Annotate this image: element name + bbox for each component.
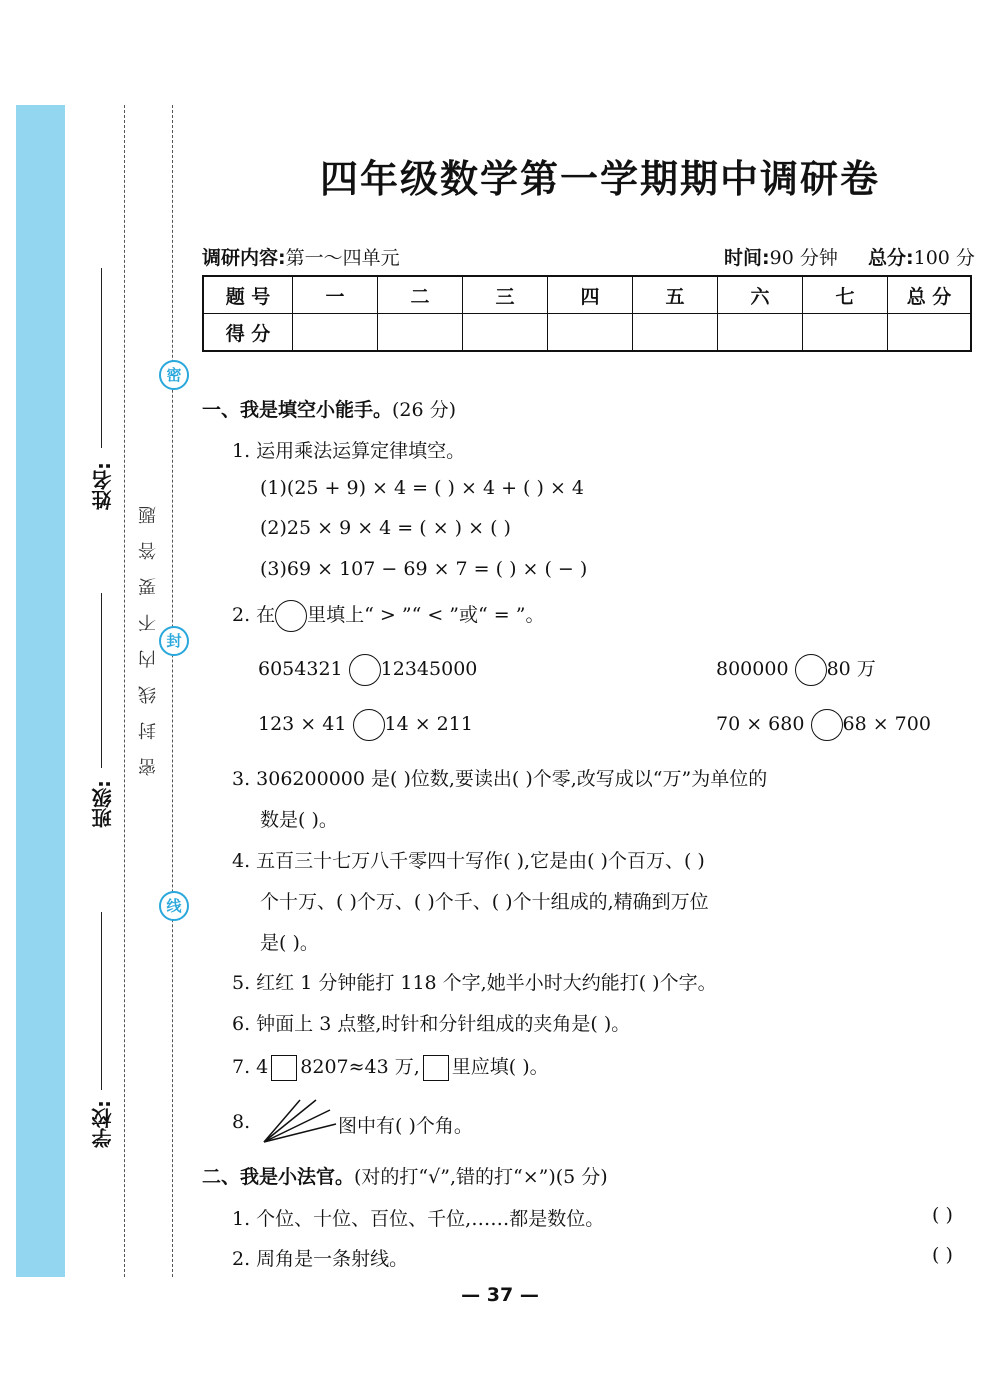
question-4-line1: 4. 五百三十七万八千零四十写作( ),它是由( )个百万、( ) — [232, 850, 705, 872]
score-cell[interactable] — [548, 314, 633, 352]
score-header-cell: 题 号 — [203, 276, 293, 314]
circle-tag-xian: 线 — [159, 891, 189, 921]
circle-tag-feng: 封 — [159, 626, 189, 656]
score-header-cell: 七 — [803, 276, 888, 314]
section2-heading — [202, 1162, 608, 1189]
question-3-line2: 数是( )。 — [260, 809, 338, 831]
compare-left: 70 × 680 — [716, 713, 805, 735]
question-6: 6. 钟面上 3 点整,时针和分针组成的夹角是( )。 — [232, 1013, 631, 1035]
total-score-info — [868, 243, 975, 270]
score-header-cell: 三 — [463, 276, 548, 314]
question-8-text: 图中有( )个角。 — [338, 1115, 473, 1137]
compare-item-a — [258, 654, 477, 686]
score-header-cell: 四 — [548, 276, 633, 314]
binding-dashed-line-outer — [124, 105, 125, 1277]
section1-points: (26 分) — [392, 399, 457, 421]
score-cell[interactable] — [633, 314, 718, 352]
total-label: 总分: — [868, 247, 914, 269]
score-cell[interactable] — [718, 314, 803, 352]
compare-item-c — [258, 709, 473, 741]
compare-right: 68 × 700 — [842, 713, 931, 735]
class-label: 班级: — [91, 780, 115, 828]
compare-right: 14 × 211 — [384, 713, 473, 735]
page-title: 四年级数学第一学期期中调研卷 — [319, 156, 880, 201]
question-4-line2: 个十万、( )个万、( )个千、( )个十组成的,精确到万位 — [260, 891, 709, 913]
digit-box-icon[interactable] — [271, 1055, 297, 1081]
question-4-line3: 是( )。 — [260, 932, 319, 954]
question-1-1: (1)(25 + 9) × 4 = ( ) × 4 + ( ) × 4 — [260, 477, 584, 499]
section1-heading — [202, 395, 456, 422]
score-header-cell: 总 分 — [888, 276, 972, 314]
section2-title: 二、我是小法官。 — [202, 1166, 355, 1188]
time-value: 90 分钟 — [769, 247, 838, 269]
compare-circle-icon[interactable] — [349, 654, 381, 686]
question-2 — [232, 600, 544, 632]
score-table-header-row — [203, 276, 971, 314]
name-label: 姓名: — [91, 462, 115, 510]
score-table — [202, 275, 972, 352]
score-cell[interactable] — [293, 314, 378, 352]
score-header-cell: 二 — [378, 276, 463, 314]
name-underline — [101, 268, 102, 448]
page-number: — 37 — — [461, 1284, 539, 1306]
compare-item-d — [716, 709, 931, 741]
total-value: 100 分 — [913, 247, 975, 269]
compare-circle-icon[interactable] — [353, 709, 385, 741]
content-scope — [202, 243, 400, 270]
score-cell[interactable] — [803, 314, 888, 352]
score-table-score-row — [203, 314, 971, 352]
question-8-number: 8. — [232, 1111, 251, 1133]
content-value: 第一～四单元 — [285, 247, 400, 269]
school-label: 学校: — [91, 1100, 115, 1148]
class-underline — [101, 593, 102, 768]
question-7-middle: 8207≈43 万, — [300, 1056, 420, 1078]
question-5: 5. 红红 1 分钟能打 118 个字,她半小时大约能打( )个字。 — [232, 972, 717, 994]
question-7-suffix: 里应填( )。 — [451, 1056, 549, 1078]
compare-right: 80 万 — [826, 658, 876, 680]
compare-left: 800000 — [716, 658, 789, 680]
circle-tag-mi: 密 — [159, 360, 189, 390]
binding-color-strip — [16, 105, 65, 1277]
score-cell[interactable] — [378, 314, 463, 352]
school-underline — [101, 912, 102, 1090]
seal-instruction-text: 密封线内不要答题 — [138, 488, 159, 776]
compare-left: 123 × 41 — [258, 713, 347, 735]
question-3-line1: 3. 306200000 是( )位数,要读出( )个零,改写成以“万”为单位的 — [232, 768, 768, 790]
time-info — [724, 243, 838, 270]
tf-answer-blank-1[interactable]: ( ) — [932, 1204, 953, 1226]
compare-item-b — [716, 654, 876, 686]
binding-dashed-line-inner — [172, 105, 173, 1277]
digit-box-icon — [423, 1055, 449, 1081]
question-2-suffix: 里填上“ > ”“ < ”或“ = ”。 — [307, 604, 545, 626]
score-cell[interactable] — [888, 314, 972, 352]
score-cell[interactable] — [463, 314, 548, 352]
compare-circle-icon[interactable] — [811, 709, 843, 741]
tf-question-2: 2. 周角是一条射线。 — [232, 1248, 409, 1270]
tf-question-1: 1. 个位、十位、百位、千位,……都是数位。 — [232, 1208, 605, 1230]
section1-title: 一、我是填空小能手。 — [202, 399, 393, 421]
time-label: 时间: — [724, 247, 770, 269]
question-2-prefix: 2. 在 — [232, 604, 276, 626]
question-7 — [232, 1052, 549, 1081]
compare-circle-icon[interactable] — [795, 654, 827, 686]
tf-answer-blank-2[interactable]: ( ) — [932, 1244, 953, 1266]
question-1-2: (2)25 × 9 × 4 = ( × ) × ( ) — [260, 517, 511, 539]
score-header-cell: 六 — [718, 276, 803, 314]
score-header-cell: 一 — [293, 276, 378, 314]
question-1: 1. 运用乘法运算定律填空。 — [232, 440, 466, 462]
content-label: 调研内容: — [202, 247, 286, 269]
score-header-cell: 五 — [633, 276, 718, 314]
compare-left: 6054321 — [258, 658, 343, 680]
question-1-3: (3)69 × 107 − 69 × 7 = ( ) × ( − ) — [260, 558, 588, 580]
section2-note: (对的打“√”,错的打“×”)(5 分) — [354, 1166, 608, 1188]
score-row-label: 得 分 — [203, 314, 293, 352]
compare-circle-icon — [275, 600, 307, 632]
compare-right: 12345000 — [380, 658, 478, 680]
angle-diagram-icon — [260, 1098, 340, 1144]
question-7-prefix: 7. 4 — [232, 1056, 269, 1078]
